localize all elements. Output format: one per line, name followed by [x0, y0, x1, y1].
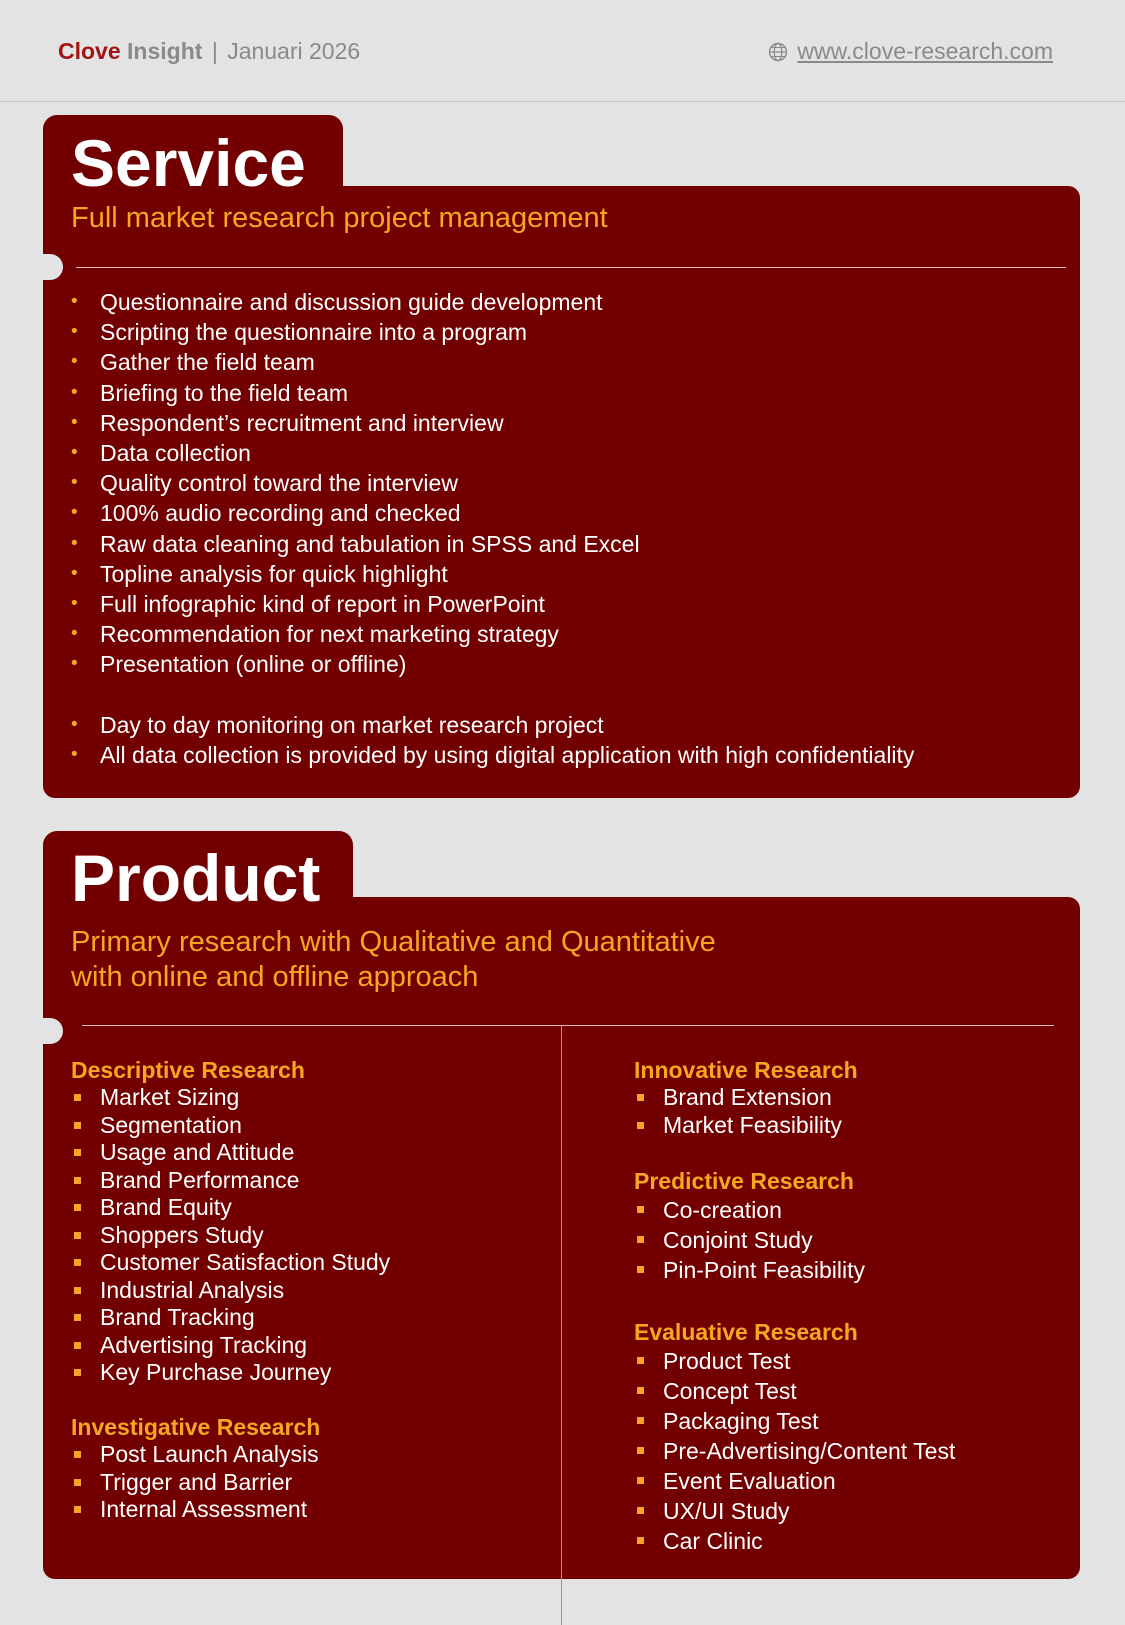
list-item: Car Clinic — [634, 1526, 955, 1556]
list-item: Brand Extension — [634, 1084, 858, 1112]
brand-separator: | — [211, 38, 218, 64]
product-subtitle-line1: Primary research with Qualitative and Quantitative — [71, 926, 716, 958]
product-title: Product — [71, 841, 321, 915]
list-item: • Day to day monitoring on market research project — [70, 710, 1070, 740]
list-item: • Respondent’s recruitment and interview — [70, 408, 1070, 438]
list-item: • Gather the field team — [70, 347, 1070, 377]
service-extra-list — [70, 710, 1070, 770]
list-item: Shoppers Study — [71, 1222, 390, 1250]
website — [768, 38, 1053, 65]
list-item: • Raw data cleaning and tabulation in SPSS and Excel — [70, 529, 1070, 559]
page-header — [0, 0, 1125, 102]
list-item: Key Purchase Journey — [71, 1359, 390, 1387]
list-item: • 100% audio recording and checked — [70, 498, 1070, 528]
investigative-research-title: Investigative Research — [71, 1414, 321, 1440]
list-item: Event Evaluation — [634, 1466, 955, 1496]
brand-clove: Clove — [58, 38, 121, 64]
list-item: • Full infographic kind of report in PowerPoint — [70, 589, 1070, 619]
service-list — [70, 287, 1070, 679]
website-link[interactable]: www.clove-research.com — [797, 38, 1053, 64]
investigative-research-group — [71, 1413, 320, 1524]
descriptive-research-title: Descriptive Research — [71, 1057, 305, 1083]
list-item: • Topline analysis for quick highlight — [70, 559, 1070, 589]
list-item: Product Test — [634, 1346, 955, 1376]
list-item: Concept Test — [634, 1376, 955, 1406]
predictive-research-title: Predictive Research — [634, 1168, 854, 1194]
evaluative-research-group — [634, 1318, 955, 1556]
list-item: • Quality control toward the interview — [70, 468, 1070, 498]
list-item: Brand Tracking — [71, 1304, 390, 1332]
descriptive-research-group — [71, 1056, 390, 1387]
service-subtitle: Full market research project management — [71, 202, 608, 234]
descriptive-research-list — [71, 1084, 390, 1387]
list-item: • Recommendation for next marketing strategy — [70, 619, 1070, 649]
list-item: Trigger and Barrier — [71, 1469, 320, 1497]
list-item: Post Launch Analysis — [71, 1441, 320, 1469]
list-item: Pin-Point Feasibility — [634, 1255, 865, 1285]
list-item: • Scripting the questionnaire into a program — [70, 317, 1070, 347]
service-divider — [76, 267, 1066, 268]
list-item: Market Feasibility — [634, 1112, 858, 1140]
predictive-research-group — [634, 1167, 865, 1285]
innovative-research-list — [634, 1084, 858, 1139]
list-item: Conjoint Study — [634, 1225, 865, 1255]
list-item: Segmentation — [71, 1112, 390, 1140]
innovative-research-group — [634, 1056, 858, 1139]
list-item: Industrial Analysis — [71, 1277, 390, 1305]
list-item: Advertising Tracking — [71, 1332, 390, 1360]
evaluative-research-title: Evaluative Research — [634, 1319, 858, 1345]
evaluative-research-list — [634, 1346, 955, 1556]
issue-date: Januari 2026 — [227, 38, 361, 64]
list-item: • All data collection is provided by using digital application with high confidentiality — [70, 740, 1070, 770]
list-item: Brand Equity — [71, 1194, 390, 1222]
column-divider — [561, 1026, 562, 1625]
predictive-research-list — [634, 1195, 865, 1285]
list-item: • Questionnaire and discussion guide development — [70, 287, 1070, 317]
service-title: Service — [71, 126, 306, 200]
list-item: Brand Performance — [71, 1167, 390, 1195]
brand-logo — [58, 38, 360, 65]
list-item: Pre-Advertising/Content Test — [634, 1436, 955, 1466]
innovative-research-title: Innovative Research — [634, 1057, 858, 1083]
list-item: Internal Assessment — [71, 1496, 320, 1524]
list-item: UX/UI Study — [634, 1496, 955, 1526]
globe-icon — [768, 42, 788, 62]
list-item: Usage and Attitude — [71, 1139, 390, 1167]
product-subtitle — [71, 925, 716, 995]
list-item: • Briefing to the field team — [70, 378, 1070, 408]
list-item: • Data collection — [70, 438, 1070, 468]
product-divider — [82, 1025, 1054, 1026]
list-item: Co-creation — [634, 1195, 865, 1225]
investigative-research-list — [71, 1441, 320, 1524]
list-item: Packaging Test — [634, 1406, 955, 1436]
list-item: Customer Satisfaction Study — [71, 1249, 390, 1277]
list-item: Market Sizing — [71, 1084, 390, 1112]
list-item: • Presentation (online or offline) — [70, 649, 1070, 679]
product-subtitle-line2: with online and offline approach — [71, 961, 479, 993]
brand-insight: Insight — [127, 38, 203, 64]
